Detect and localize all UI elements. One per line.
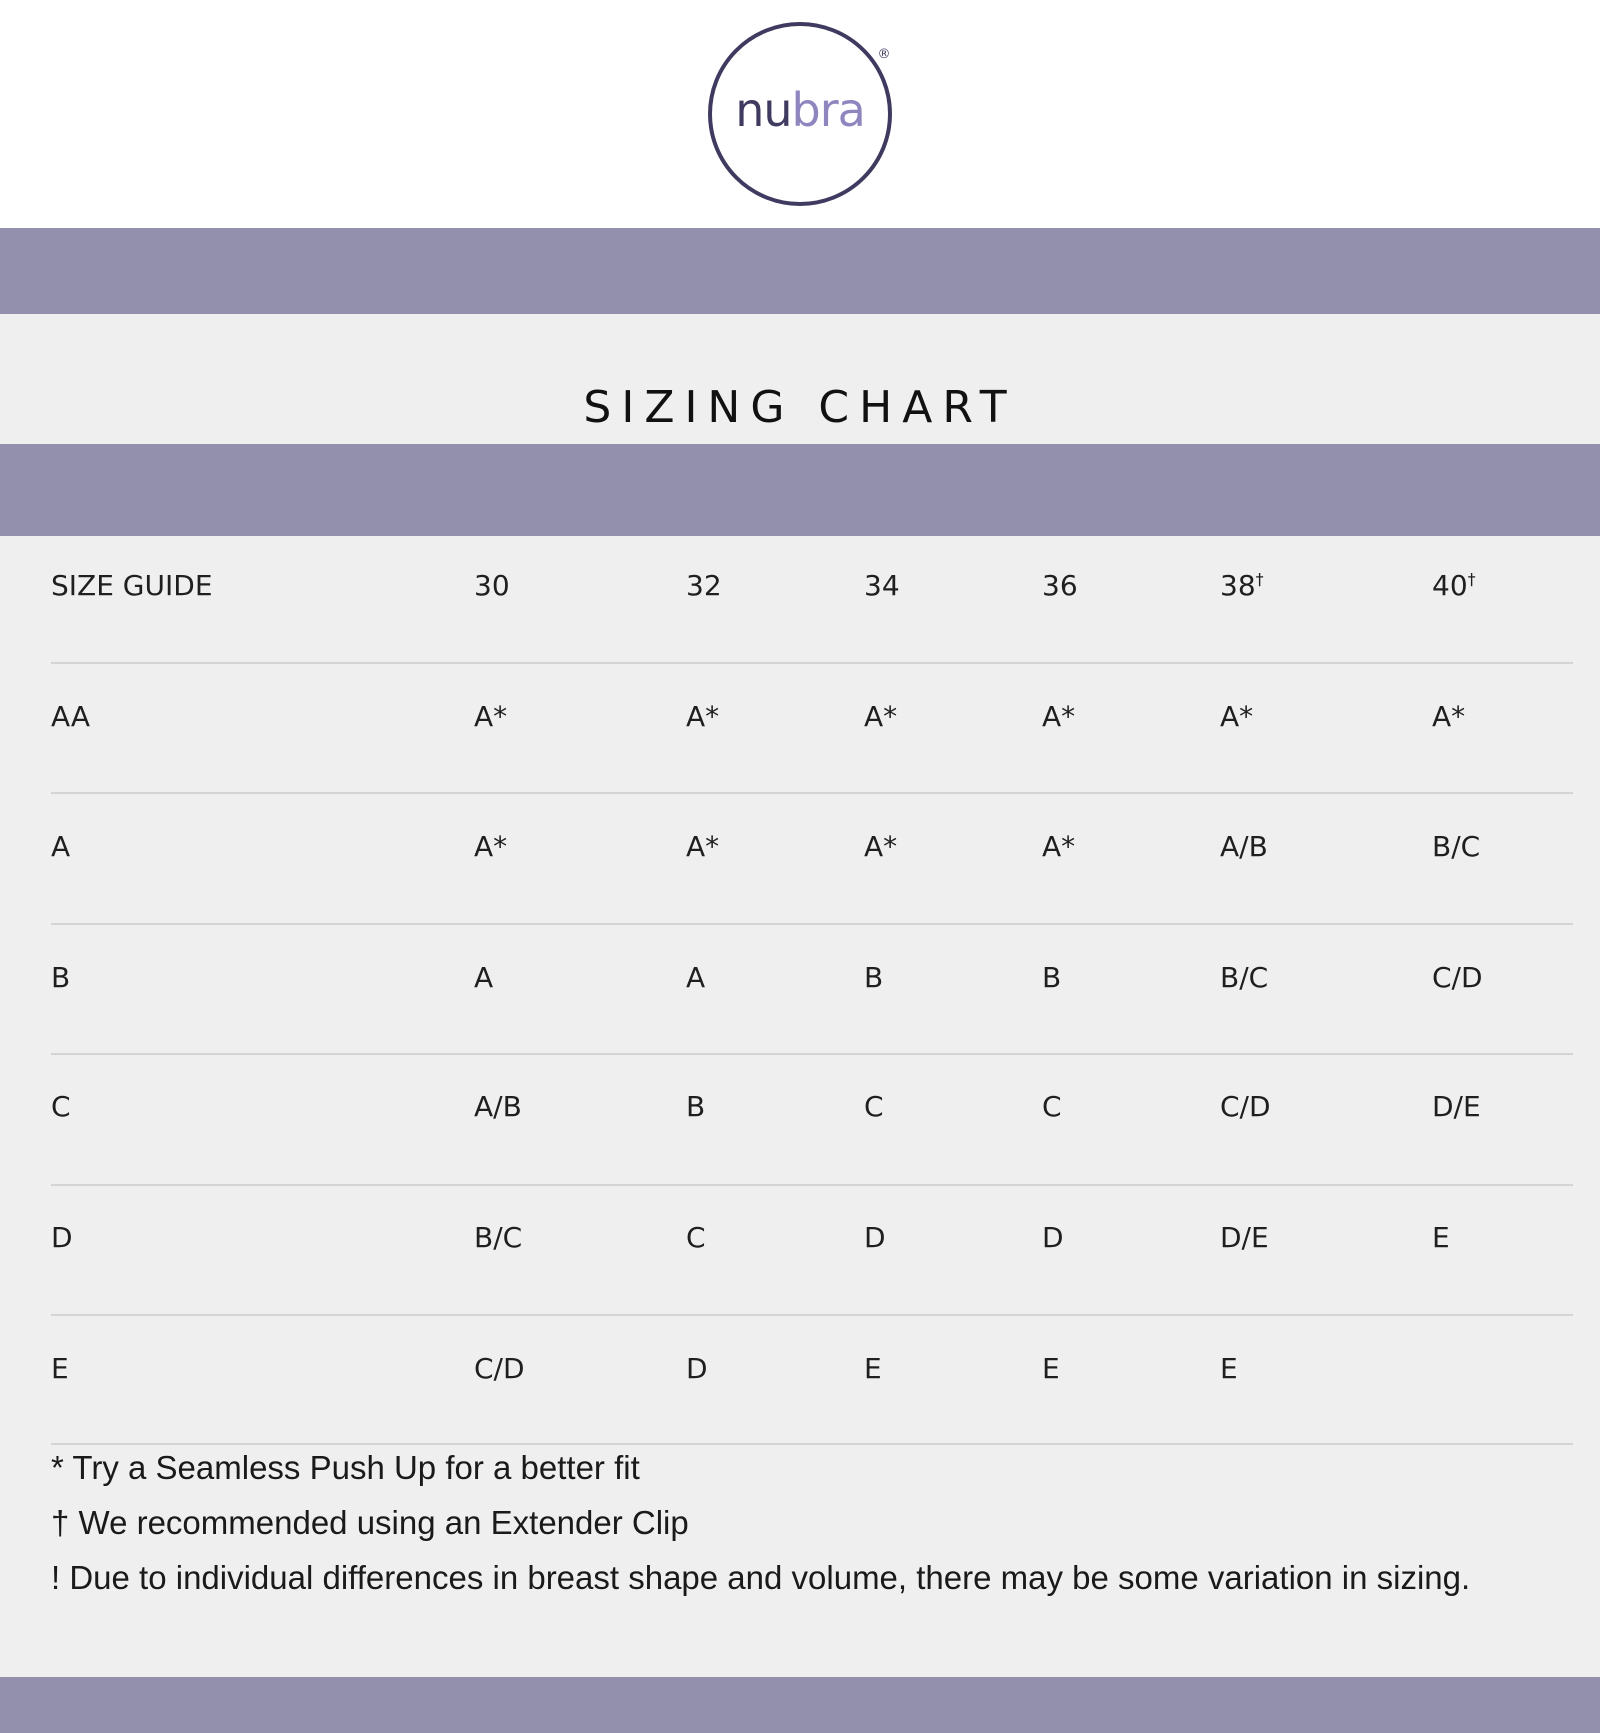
table-cell: E	[1220, 1352, 1238, 1385]
table-cell: B	[1042, 961, 1062, 994]
row-divider	[51, 792, 1573, 794]
cup-label: B	[51, 961, 71, 994]
table-row	[51, 1077, 1573, 1207]
top-band	[0, 228, 1600, 314]
table-cell: C	[1042, 1090, 1062, 1123]
table-cell: C	[686, 1221, 706, 1254]
table-cell: D/E	[1432, 1090, 1481, 1123]
table-cell: D	[864, 1221, 886, 1254]
table-cell: A*	[1220, 700, 1254, 733]
footnotes	[51, 1440, 1573, 1605]
row-divider	[51, 1053, 1573, 1055]
row-divider	[51, 1314, 1573, 1316]
table-cell: B	[686, 1090, 706, 1123]
table-cell: A*	[474, 830, 508, 863]
table-cell: A/B	[474, 1090, 522, 1123]
table-cell: B/C	[474, 1221, 523, 1254]
cup-label: D	[51, 1221, 73, 1254]
row-divider	[51, 1184, 1573, 1186]
logo-header	[0, 0, 1600, 228]
mid-band	[0, 444, 1600, 536]
table-cell: A*	[864, 700, 898, 733]
table-cell: D	[1042, 1221, 1064, 1254]
band-size-value: 38	[1220, 569, 1256, 602]
band-size-value: 36	[1042, 569, 1078, 602]
table-cell: B/C	[1432, 830, 1481, 863]
table-cell: A*	[686, 830, 720, 863]
bottom-band	[0, 1677, 1600, 1733]
table-cell: A*	[864, 830, 898, 863]
table-row	[51, 687, 1573, 817]
table-header-row	[51, 556, 1573, 686]
table-row	[51, 1208, 1573, 1338]
table-cell: A/B	[1220, 830, 1268, 863]
table-cell: C/D	[1220, 1090, 1271, 1123]
cup-label: C	[51, 1090, 71, 1123]
band-size-34	[864, 556, 900, 616]
band-size-40	[1432, 556, 1476, 616]
table-cell: A*	[1042, 700, 1076, 733]
table-cell: A	[686, 961, 706, 994]
table-cell: B/C	[1220, 961, 1269, 994]
band-size-value: 34	[864, 569, 900, 602]
logo-text: nubra	[735, 83, 865, 137]
table-cell: D/E	[1220, 1221, 1269, 1254]
band-size-value: 30	[474, 569, 510, 602]
table-cell: A*	[474, 700, 508, 733]
footnote-push-up: * Try a Seamless Push Up for a better fit	[51, 1449, 640, 1486]
table-cell: E	[864, 1352, 882, 1385]
table-cell: A*	[1042, 830, 1076, 863]
band-size-value: 40	[1432, 569, 1468, 602]
band-size-38	[1220, 556, 1264, 616]
row-divider	[51, 923, 1573, 925]
table-row	[51, 948, 1573, 1078]
table-cell: E	[1432, 1221, 1450, 1254]
title-panel	[0, 314, 1600, 444]
band-size-mark: †	[1467, 569, 1476, 589]
table-cell: C	[864, 1090, 884, 1123]
table-cell: E	[1042, 1352, 1060, 1385]
band-size-value: 32	[686, 569, 722, 602]
row-divider	[51, 662, 1573, 664]
page-title: SIZING CHART	[583, 382, 1017, 434]
footnote-extender-clip: † We recommended using an Extender Clip	[51, 1504, 689, 1541]
table-cell: C/D	[1432, 961, 1483, 994]
table-cell: D	[686, 1352, 708, 1385]
cup-label: E	[51, 1352, 69, 1385]
cup-label: A	[51, 830, 71, 863]
band-size-32	[686, 556, 722, 616]
table-cell: A*	[1432, 700, 1466, 733]
table-cell: C/D	[474, 1352, 525, 1385]
band-size-mark: †	[1255, 569, 1264, 589]
cup-label: AA	[51, 700, 91, 733]
registered-mark: ®	[877, 47, 891, 62]
table-cell: A*	[686, 700, 720, 733]
table-row	[51, 817, 1573, 947]
band-size-30	[474, 556, 510, 616]
table-cell: A	[474, 961, 494, 994]
band-size-36	[1042, 556, 1078, 616]
table-cell: B	[864, 961, 884, 994]
size-guide-label: SIZE GUIDE	[51, 569, 213, 602]
nubra-logo	[700, 14, 900, 214]
footnote-variation: ! Due to individual differences in breast shape and volume, there may be some variation in sizing.	[51, 1559, 1471, 1596]
